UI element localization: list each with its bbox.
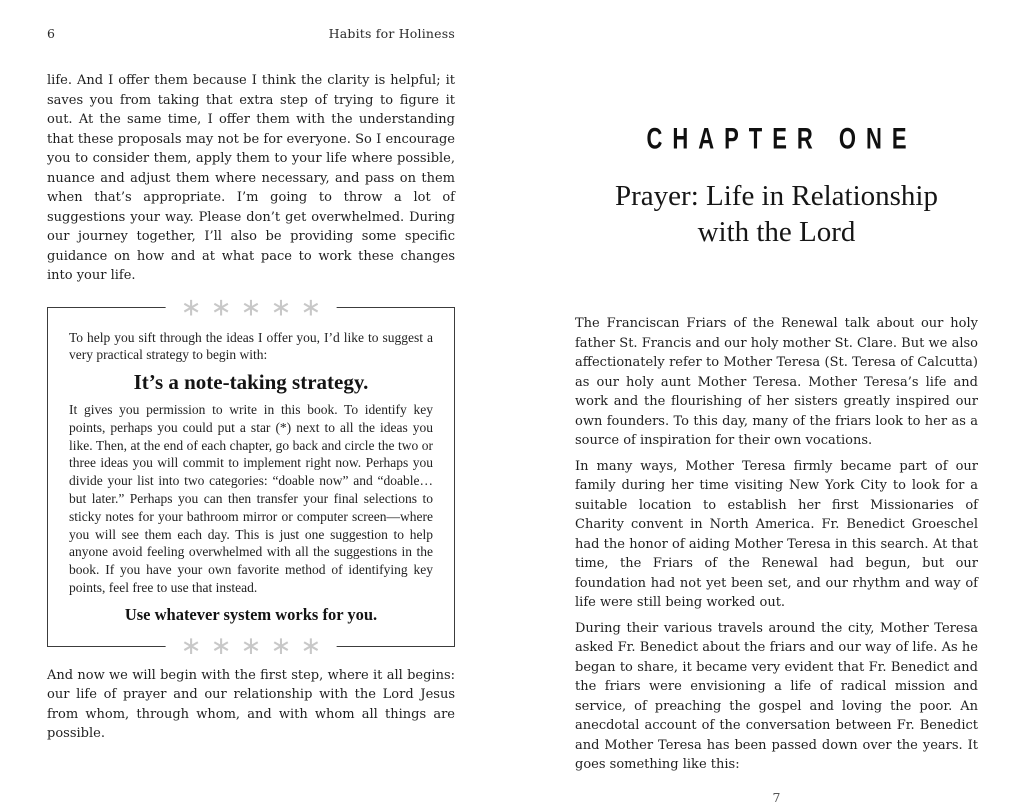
chapter-label-text: CHAPTER ONE — [646, 121, 917, 156]
left-paragraph-top: life. And I offer them because I think the clarity is helpful; it saves you from taking that extra step of trying to figure it out. At the same time, I offer them with the understanding that these proposals may not be for everyone. So I encourage you to consider them, apply them to your life where possible, nuance and adjust them where necessary, and pass on them when that’s appropriate. I’m going to throw a lot of suggestions your way. Please don’t get overwhelmed. During our journey together, I’ll also be providing some specific guidance on how and at what pace to work these changes into your life. — [47, 73, 455, 283]
left-page-header — [47, 26, 455, 43]
chapter-label — [575, 121, 978, 156]
left-paragraph-bottom: And now we will begin with the first step, where it all begins: our life of prayer and our relationship with the Lord Jesus from whom, through whom, and with whom all things are possible. — [47, 667, 455, 742]
left-page-number: 6 — [47, 26, 55, 41]
chapter-body — [575, 314, 978, 775]
right-paragraph-1: The Franciscan Friars of the Renewal talk about our holy father St. Francis and our holy mother St. Clare. But we also affectionately refer to Mother Teresa (St. Teresa of Calcutta) as our holy aunt Mother Teresa. Mother Teresa’s life and work and the flourishing of her sisters greatly inspired our own founders. To this day, many of the friars look to her as a source of inspiration for their own vocations. — [575, 316, 978, 448]
note-box-intro: To help you sift through the ideas I offer you, I’d like to suggest a very practical strategy to begin with: — [69, 329, 433, 363]
note-box-closing: Use whatever system works for you. — [124, 604, 378, 624]
note-box — [47, 292, 455, 660]
chapter-title-line-2: with the Lord — [697, 216, 856, 248]
right-paragraph-2: In many ways, Mother Teresa firmly became part of our family during her time visiting New York City to look for a suitable location to establish her first Missionaries of Charity convent in North America. Fr. Benedict Groeschel had the honor of aiding Mother Teresa in this search. At that time, the Friars of the Renewal had begun, but our foundation had not yet been set, and our rhythm and way of life were still being worked out. — [575, 458, 978, 610]
right-page-number: 7 — [772, 789, 781, 805]
chapter-title — [575, 178, 978, 250]
note-box-heading: It’s a note-taking strategy. — [133, 370, 369, 395]
chapter-title-line-1: Prayer: Life in Relationship — [615, 180, 938, 212]
asterisk-ornament-bottom: ∗∗∗∗∗ — [166, 636, 337, 656]
note-box-body: It gives you permission to write in this book. To identify key points, perhaps you could put a star (*) next to all the ideas you like. Then, at the end of each chapter, go back and circle the two or three ideas you will commit to implement right now. Perhaps you divide your list into two categories: “doable now” and “doable…but later.” Perhaps you can then transfer your final selections to sticky notes for your bathroom mirror or computer screen—where you will see them each day. This is just one suggestion to help anyone avoid feeling overwhelmed with all the suggestions in the book. If you have your own favorite method of identifying key points, feel free to use that instead. — [69, 402, 433, 596]
asterisk-ornament-top: ∗∗∗∗∗ — [166, 297, 337, 317]
right-paragraph-3: During their various travels around the city, Mother Teresa asked Fr. Benedict about the friars and our way of life. As he began to share, it became very evident that Fr. Benedict and the friars were envisioning a life of radical mission and service, of preaching the gospel and loving the poor. An anecdotal account of the conversation between Fr. Benedict and Mother Teresa has been passed down over the years. It goes something like this: — [575, 620, 978, 772]
right-page — [575, 0, 978, 805]
running-head: Habits for Holiness — [328, 26, 455, 41]
left-page — [47, 26, 455, 744]
